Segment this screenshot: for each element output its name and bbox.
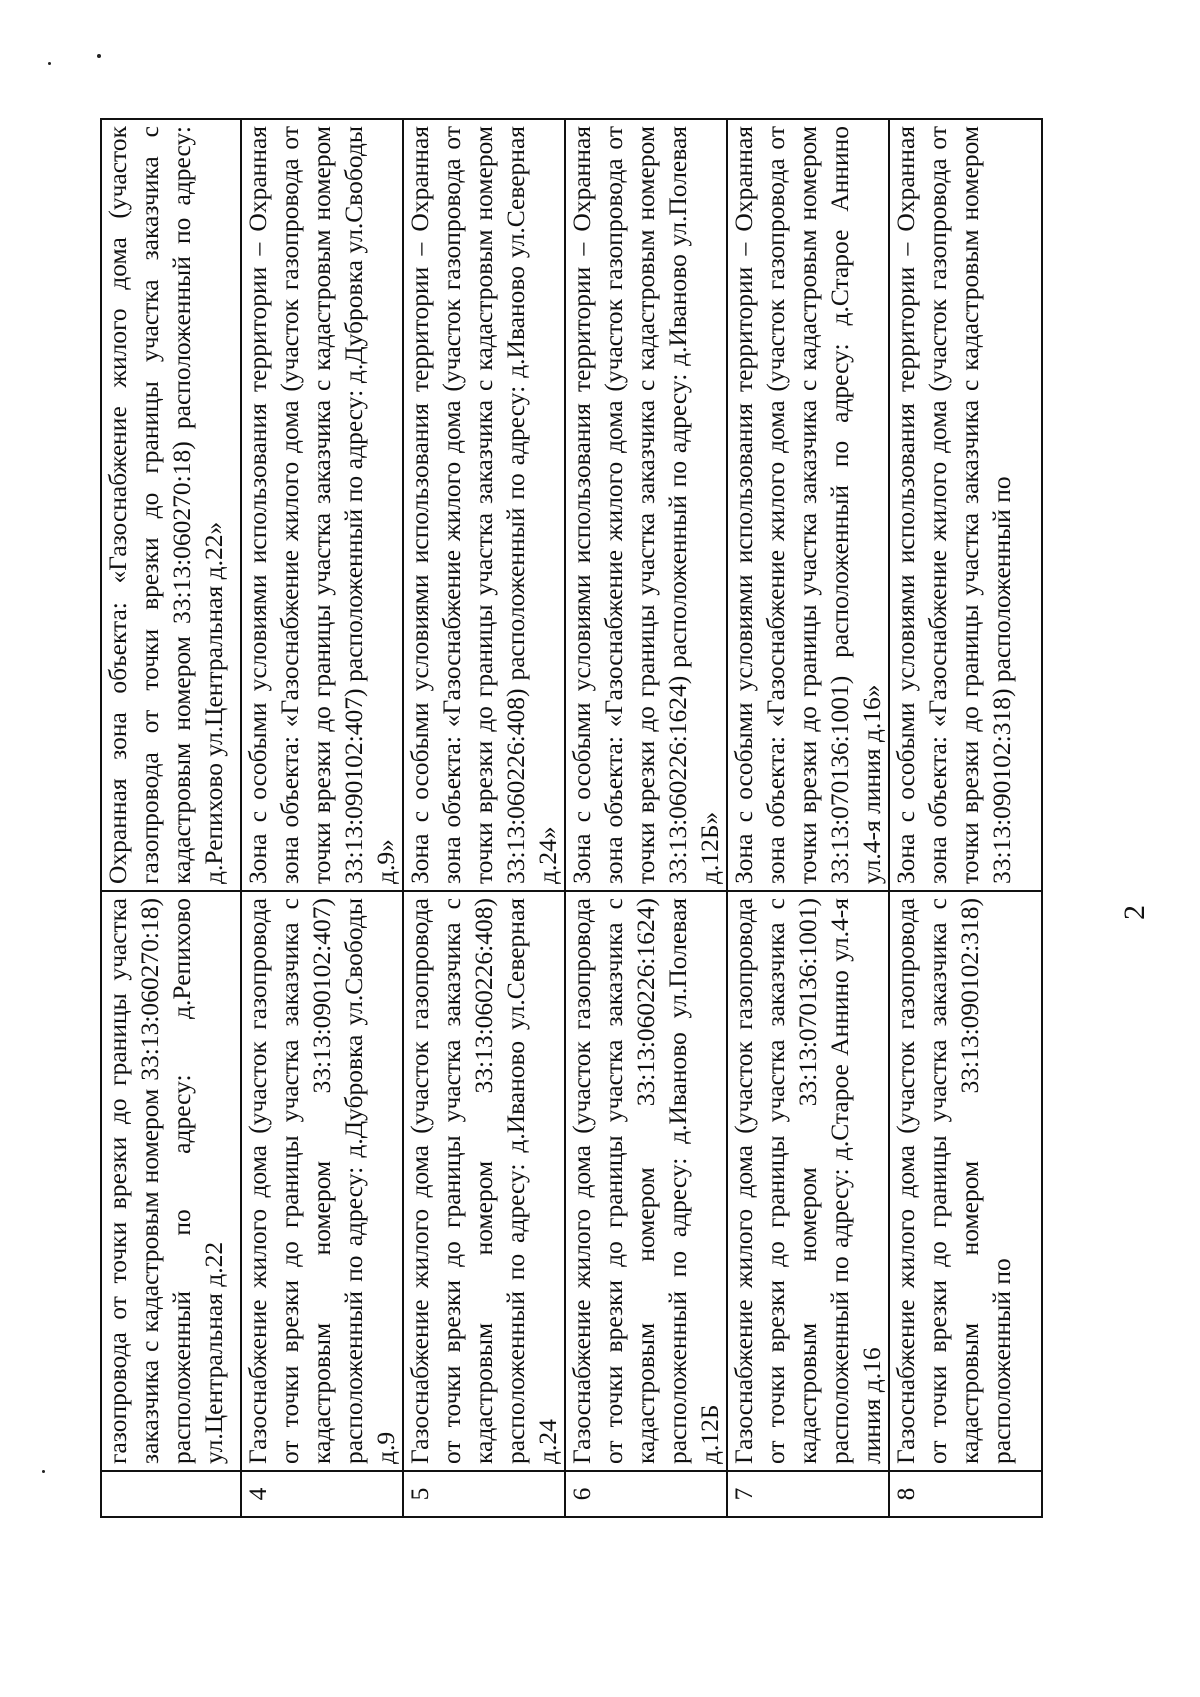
zones-table — [100, 118, 1043, 1518]
table-row — [565, 119, 727, 1517]
protection-zone-text: Зона с особыми условиями использования территории – Охранная зона объекта: «Газоснабжение жилого дома (участок газопровода от точки врезки до границы участка заказчика с кадастровым номером 33:13:090102:318) расположенный по — [889, 119, 1042, 891]
table-row — [889, 119, 1042, 1517]
table-row — [403, 119, 565, 1517]
protection-zone-text: Зона с особыми условиями использования территории – Охранная зона объекта: «Газоснабжение жилого дома (участок газопровода от точки врезки до границы участка заказчика с кадастровым номером 33:13:070136:1001) расположенный по адресу: д.Старое Аннино ул.4-я линия д.16» — [727, 119, 889, 891]
object-description: Газоснабжение жилого дома (участок газопровода от точки врезки до границы участка заказчика с кадастровым номером 33:13:090102:318) расположенный по — [889, 891, 1042, 1471]
protection-zone-text: Зона с особыми условиями использования территории – Охранная зона объекта: «Газоснабжение жилого дома (участок газопровода от точки врезки до границы участка заказчика с кадастровым номером 33:13:060226:408) расположенный по адресу: д.Иваново ул.Северная д.24» — [403, 119, 565, 891]
row-number — [101, 1471, 241, 1517]
row-number: 7 — [727, 1471, 889, 1517]
object-description: Газоснабжение жилого дома (участок газопровода от точки врезки до границы участка заказчика с кадастровым номером 33:13:070136:1001) расположенный по адресу: д.Старое Аннино ул.4-я линия д.16 — [727, 891, 889, 1471]
rotated-page-content — [100, 120, 1200, 1600]
object-description: Газоснабжение жилого дома (участок газопровода от точки врезки до границы участка заказчика с кадастровым номером 33:13:090102:407) расположенный по адресу: д.Дубровка ул.Свободы д.9 — [241, 891, 403, 1471]
row-number: 6 — [565, 1471, 727, 1517]
row-number: 8 — [889, 1471, 1042, 1517]
page-number: 2 — [1118, 905, 1151, 920]
protection-zone-text: Зона с особыми условиями использования территории – Охранная зона объекта: «Газоснабжение жилого дома (участок газопровода от точки врезки до границы участка заказчика с кадастровым номером 33:13:090102:407) расположенный по адресу: д.Дубровка ул.Свободы д.9» — [241, 119, 403, 891]
object-description: газопровода от точки врезки до границы участка заказчика с кадастровым номером 33:13:060270:18) расположенный по адресу: д.Репихово ул.Центральная д.22 — [101, 891, 241, 1471]
scan-speck — [42, 1470, 45, 1473]
table-row — [727, 119, 889, 1517]
table-row — [241, 119, 403, 1517]
row-number: 5 — [403, 1471, 565, 1517]
scan-speck — [97, 54, 101, 58]
object-description: Газоснабжение жилого дома (участок газопровода от точки врезки до границы участка заказчика с кадастровым номером 33:13:060226:1624) расположенный по адресу: д.Иваново ул.Полевая д.12Б — [565, 891, 727, 1471]
protection-zone-text: Охранная зона объекта: «Газоснабжение жилого дома (участок газопровода от точки врезки до границы участка заказчика с кадастровым номером 33:13:060270:18) расположенный по адресу: д.Репихово ул.Центральная д.22» — [101, 119, 241, 891]
object-description: Газоснабжение жилого дома (участок газопровода от точки врезки до границы участка заказчика с кадастровым номером 33:13:060226:408) расположенный по адресу: д.Иваново ул.Северная д.24 — [403, 891, 565, 1471]
protection-zone-text: Зона с особыми условиями использования территории – Охранная зона объекта: «Газоснабжение жилого дома (участок газопровода от точки врезки до границы участка заказчика с кадастровым номером 33:13:060226:1624) расположенный по адресу: д.Иваново ул.Полевая д.12Б» — [565, 119, 727, 891]
scan-speck — [48, 62, 51, 65]
row-number: 4 — [241, 1471, 403, 1517]
table-row — [101, 119, 241, 1517]
